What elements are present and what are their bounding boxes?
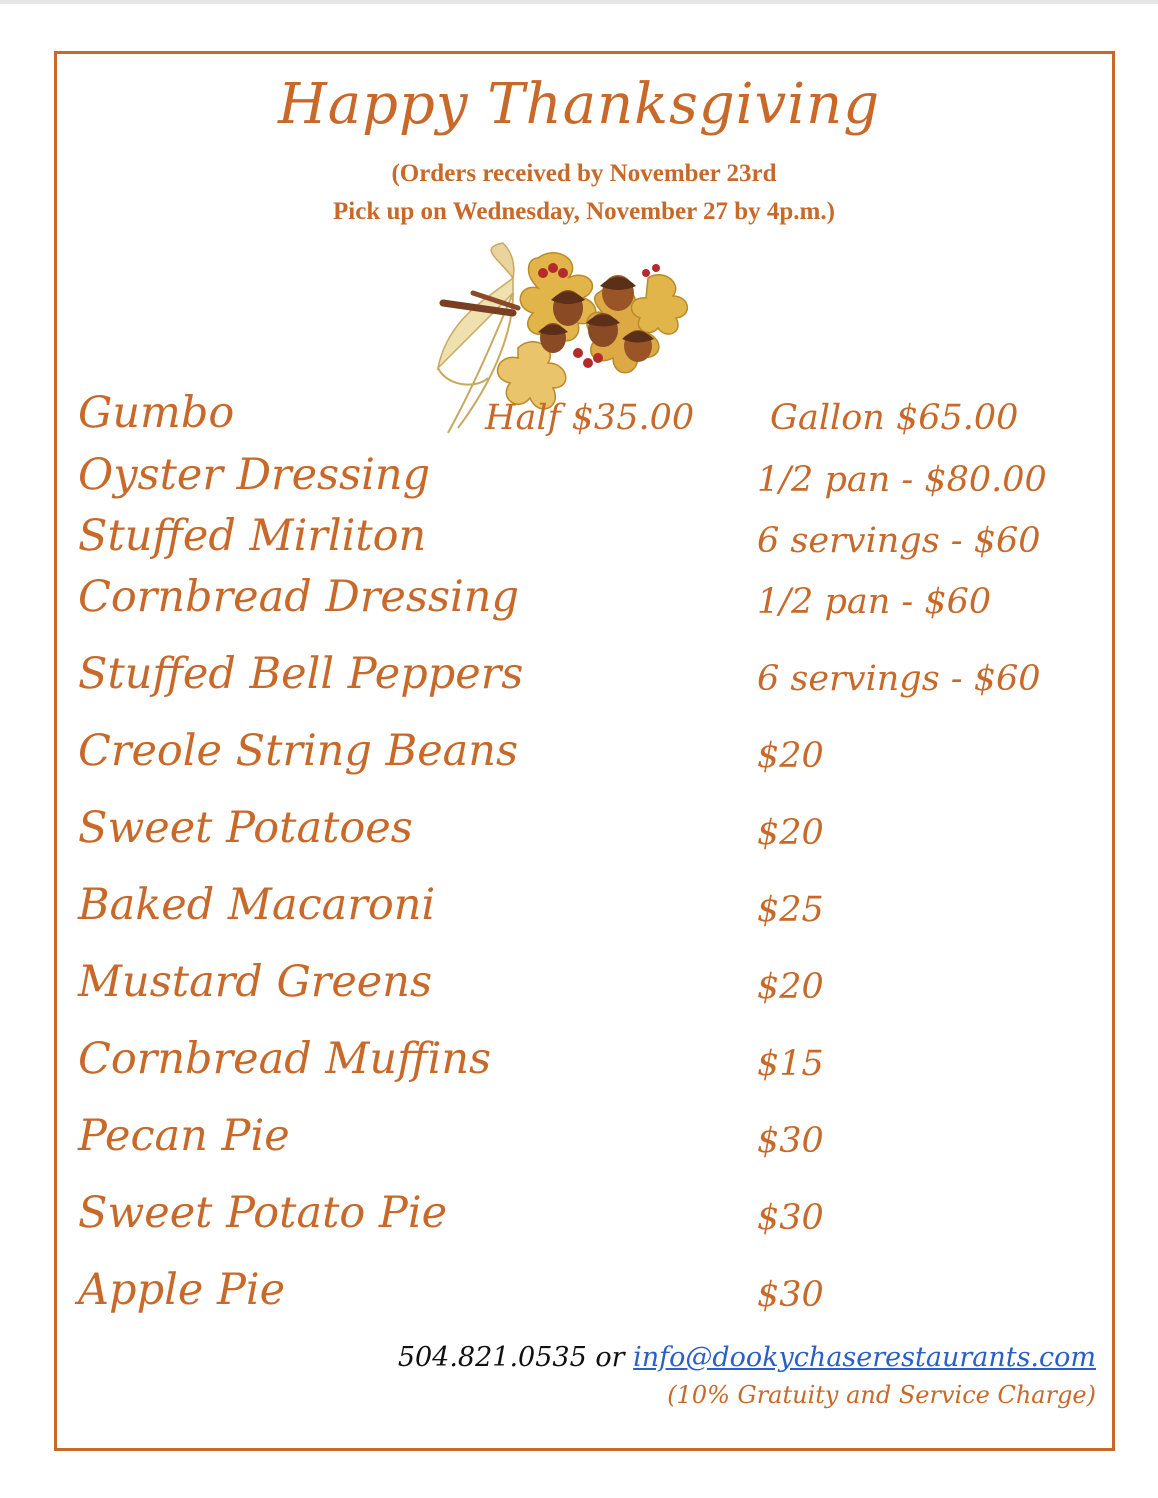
contact-line: [0, 1342, 1096, 1373]
menu-item-price: $15: [757, 1044, 824, 1084]
menu-item-name: Mustard Greens: [78, 957, 433, 1007]
menu-item-name: Pecan Pie: [78, 1111, 290, 1161]
pickup-time-text: Pick up on Wednesday, November 27 by 4p.m.): [333, 198, 835, 225]
orders-deadline-text: (Orders received by November 23rd: [391, 160, 777, 187]
menu-item-name: Cornbread Muffins: [78, 1034, 492, 1084]
menu-item-price: $25: [757, 890, 824, 930]
gratuity-note: (10% Gratuity and Service Charge): [667, 1381, 1096, 1409]
gumbo-gallon-price: Gallon $65.00: [770, 398, 1019, 438]
page-top-edge: [0, 0, 1158, 4]
menu-item-price: 1/2 pan - $80.00: [757, 460, 1047, 500]
menu-item-name: Apple Pie: [78, 1265, 286, 1315]
menu-item-name: Cornbread Dressing: [78, 572, 519, 622]
email-link[interactable]: info@dookychaserestaurants.com: [633, 1342, 1096, 1373]
page-title: Happy Thanksgiving: [277, 72, 881, 137]
menu-item-name: Oyster Dressing: [78, 450, 431, 500]
menu-item-name: Stuffed Mirliton: [78, 511, 427, 561]
menu-item-price: $20: [757, 813, 824, 853]
menu-item-name: Creole String Beans: [78, 726, 519, 776]
menu-item-name: Stuffed Bell Peppers: [78, 649, 524, 699]
contact-or: or: [595, 1342, 625, 1373]
menu-item-gumbo: Gumbo: [78, 388, 235, 438]
phone-number[interactable]: 504.821.0535: [397, 1342, 587, 1373]
menu-item-name: Sweet Potatoes: [78, 803, 413, 853]
menu-item-price: $20: [757, 967, 824, 1007]
menu-item-price: $20: [757, 736, 824, 776]
menu-item-name: Sweet Potato Pie: [78, 1188, 448, 1238]
menu-item-price: 1/2 pan - $60: [757, 582, 992, 622]
menu-item-price: $30: [757, 1275, 824, 1315]
gumbo-half-price: Half $35.00: [485, 398, 695, 438]
menu-item-name: Baked Macaroni: [78, 880, 436, 930]
menu-item-price: 6 servings - $60: [757, 659, 1041, 699]
menu-item-price: 6 servings - $60: [757, 521, 1041, 561]
menu-item-price: $30: [757, 1121, 824, 1161]
menu-item-price: $30: [757, 1198, 824, 1238]
